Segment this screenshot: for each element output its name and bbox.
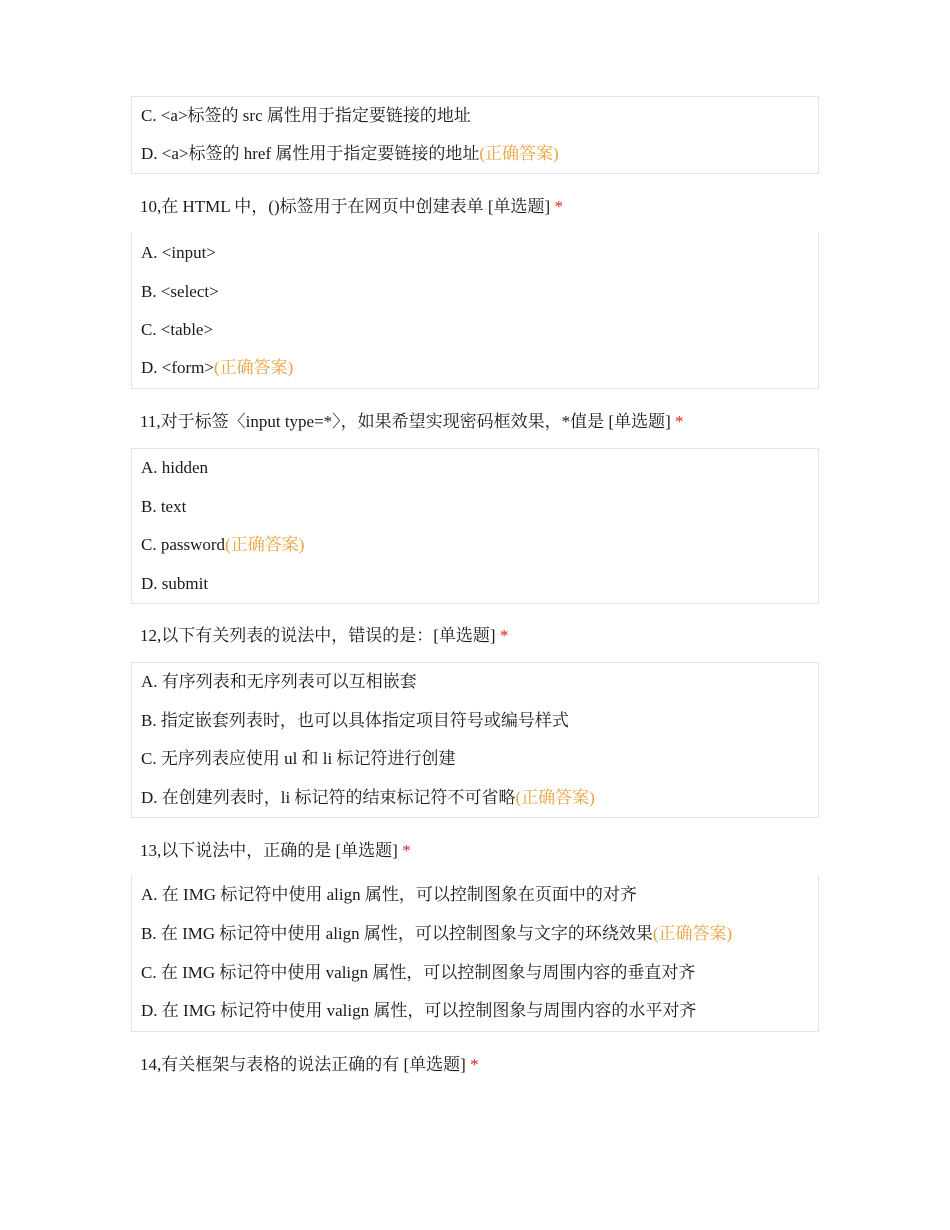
option-q13-a: A. 在 IMG 标记符中使用 align 属性，可以控制图象在页面中的对齐 <box>141 885 637 904</box>
question-title-11: 11,对于标签〈input type=*〉，如果希望实现密码框效果，*值是 [单选题] * <box>140 412 684 431</box>
required-asterisk: * <box>470 1055 479 1074</box>
option-q10-a: A. <input> <box>141 243 216 262</box>
correct-answer-marker: (正确答案) <box>479 144 559 163</box>
option-q13-c: C. 在 IMG 标记符中使用 valign 属性，可以控制图象与周围内容的垂直对齐 <box>141 963 696 982</box>
required-asterisk: * <box>402 841 411 860</box>
options-block-q12 <box>131 662 819 818</box>
correct-answer-marker: (正确答案) <box>515 788 595 807</box>
options-block-q13 <box>131 875 819 1032</box>
question-title-10: 10,在 HTML 中，()标签用于在网页中创建表单 [单选题] * <box>140 197 563 216</box>
option-q9-d: D. <a>标签的 href 属性用于指定要链接的地址(正确答案) <box>141 144 559 163</box>
correct-answer-marker: (正确答案) <box>652 924 733 943</box>
option-q12-c: C. 无序列表应使用 ul 和 li 标记符进行创建 <box>141 749 456 768</box>
option-q12-b: B. 指定嵌套列表时，也可以具体指定项目符号或编号样式 <box>141 711 569 730</box>
question-title-13: 13,以下说法中，正确的是 [单选题] * <box>140 841 411 860</box>
options-block-q9 <box>131 96 819 174</box>
option-q12-a: A. 有序列表和无序列表可以互相嵌套 <box>141 672 417 691</box>
option-q9-c: C. <a>标签的 src 属性用于指定要链接的地址 <box>141 106 471 125</box>
options-block-q11 <box>131 448 819 604</box>
option-q11-b: B. text <box>141 497 187 516</box>
correct-answer-marker: (正确答案) <box>214 358 294 377</box>
question-title-12: 12,以下有关列表的说法中，错误的是：[单选题] * <box>140 626 509 645</box>
option-q13-b: B. 在 IMG 标记符中使用 align 属性，可以控制图象与文字的环绕效果(正确答案) <box>141 924 733 943</box>
required-asterisk: * <box>554 197 563 216</box>
question-title-14: 14,有关框架与表格的说法正确的有 [单选题] * <box>140 1055 479 1074</box>
option-q11-a: A. hidden <box>141 458 209 477</box>
option-q11-c: C. password(正确答案) <box>141 535 305 554</box>
options-block-q10 <box>131 232 819 389</box>
option-q11-d: D. submit <box>141 574 209 593</box>
required-asterisk: * <box>499 626 509 645</box>
option-q10-d: D. <form>(正确答案) <box>141 358 294 377</box>
option-q12-d: D. 在创建列表时，li 标记符的结束标记符不可省略(正确答案) <box>141 788 595 807</box>
option-q13-d: D. 在 IMG 标记符中使用 valign 属性，可以控制图象与周围内容的水平对齐 <box>141 1001 697 1020</box>
option-q10-b: B. <select> <box>141 282 219 301</box>
correct-answer-marker: (正确答案) <box>225 535 305 554</box>
required-asterisk: * <box>675 412 684 431</box>
option-q10-c: C. <table> <box>141 320 214 339</box>
